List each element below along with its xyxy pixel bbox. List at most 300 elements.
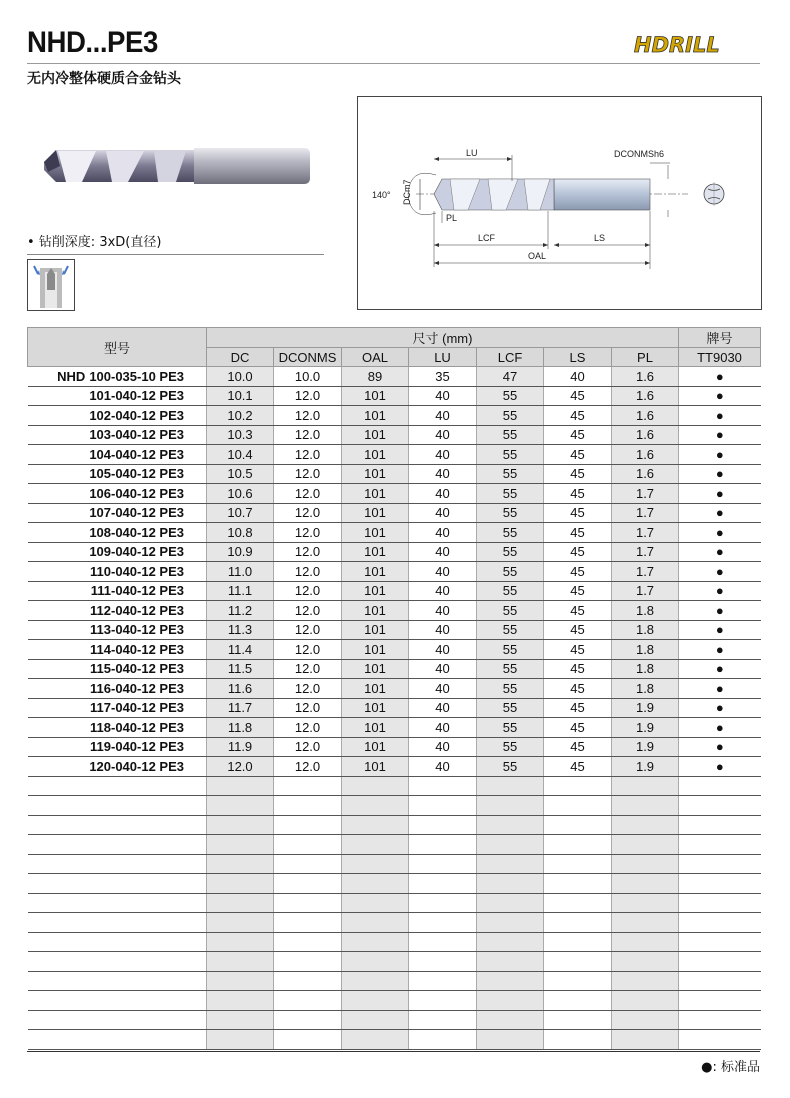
drill-end-view-icon (704, 182, 724, 206)
dimension-cell: 40 (409, 562, 477, 582)
dimension-cell: 1.9 (612, 737, 679, 757)
dimension-cell: 40 (409, 542, 477, 562)
empty-cell (274, 815, 342, 835)
dimension-cell: 11.4 (207, 640, 274, 660)
table-row (28, 679, 761, 699)
empty-cell (477, 1030, 544, 1050)
dimension-cell: 10.1 (207, 386, 274, 406)
empty-cell (207, 991, 274, 1011)
grade-availability-cell: ● (679, 679, 761, 699)
dimension-cell: 55 (477, 562, 544, 582)
grade-availability-cell: ● (679, 737, 761, 757)
table-row (28, 620, 761, 640)
empty-cell (477, 815, 544, 835)
empty-cell (342, 932, 409, 952)
dimension-cell: 10.2 (207, 406, 274, 426)
model-code: 120-040-12 PE3 (89, 758, 184, 774)
empty-row (28, 913, 761, 933)
dimension-cell: 12.0 (274, 484, 342, 504)
grade-availability-cell: ● (679, 718, 761, 738)
table-row (28, 503, 761, 523)
dimension-cell: 12.0 (274, 562, 342, 582)
model-cell (28, 620, 207, 640)
table-row (28, 718, 761, 738)
label-lu: LU (466, 148, 478, 158)
model-code: 119-040-12 PE3 (90, 739, 184, 755)
table-row (28, 367, 761, 387)
empty-cell (274, 932, 342, 952)
dimension-cell: 12.0 (274, 523, 342, 543)
empty-cell (409, 835, 477, 855)
model-code: 101-040-12 PE3 (89, 388, 184, 404)
dimension-cell: 101 (342, 581, 409, 601)
empty-cell (409, 913, 477, 933)
empty-cell (477, 893, 544, 913)
dimension-cell: 1.8 (612, 659, 679, 679)
dimension-cell: 10.8 (207, 523, 274, 543)
empty-cell (409, 796, 477, 816)
empty-cell (477, 874, 544, 894)
dimension-cell: 40 (409, 503, 477, 523)
model-cell (28, 562, 207, 582)
grade-availability-cell: ● (679, 562, 761, 582)
empty-cell (207, 932, 274, 952)
title-divider (27, 63, 760, 64)
model-code: 103-040-12 PE3 (89, 427, 184, 443)
empty-cell (274, 854, 342, 874)
dimension-cell: 101 (342, 601, 409, 621)
grade-availability-cell: ● (679, 386, 761, 406)
model-header: 型号 (28, 328, 207, 367)
model-code: 116-040-12 PE3 (90, 680, 184, 696)
model-cell (28, 679, 207, 699)
model-code: 112-040-12 PE3 (90, 602, 184, 618)
empty-cell (342, 854, 409, 874)
model-cell (28, 991, 207, 1011)
empty-cell (477, 991, 544, 1011)
model-code: 117-040-12 PE3 (90, 700, 184, 716)
dimension-cell: 40 (409, 523, 477, 543)
model-code: 100-035-10 PE3 (89, 368, 184, 384)
empty-cell (679, 991, 761, 1011)
col-dc: DC (207, 348, 274, 367)
dimension-cell: 12.0 (274, 406, 342, 426)
dimension-cell: 45 (544, 581, 612, 601)
empty-cell (679, 835, 761, 855)
table-row (28, 523, 761, 543)
model-cell (28, 874, 207, 894)
dimension-cell: 45 (544, 503, 612, 523)
col-oal: OAL (342, 348, 409, 367)
dimension-cell: 40 (409, 659, 477, 679)
empty-row (28, 991, 761, 1011)
empty-cell (544, 913, 612, 933)
dimension-diagram (357, 96, 762, 310)
label-angle: 140° (372, 190, 391, 200)
depth-divider (27, 254, 324, 255)
table-row (28, 659, 761, 679)
dimension-cell: 1.9 (612, 718, 679, 738)
empty-cell (612, 835, 679, 855)
dimension-cell: 11.0 (207, 562, 274, 582)
grade-availability-cell: ● (679, 640, 761, 660)
empty-row (28, 932, 761, 952)
empty-row (28, 1010, 761, 1030)
dimension-cell: 101 (342, 464, 409, 484)
dimension-cell: 55 (477, 620, 544, 640)
dimension-cell: 101 (342, 562, 409, 582)
dimension-cell: 10.0 (207, 367, 274, 387)
dimension-cell: 1.6 (612, 406, 679, 426)
empty-cell (679, 952, 761, 972)
dimension-cell: 101 (342, 620, 409, 640)
dimension-cell: 10.5 (207, 464, 274, 484)
dimension-cell: 45 (544, 679, 612, 699)
model-cell (28, 1030, 207, 1050)
empty-cell (409, 952, 477, 972)
model-cell (28, 932, 207, 952)
dimension-cell: 11.5 (207, 659, 274, 679)
table-row (28, 386, 761, 406)
page-subtitle: 无内冷整体硬质合金钻头 (27, 71, 181, 87)
dimension-cell: 101 (342, 757, 409, 777)
grade-header: 牌号 (679, 328, 761, 348)
empty-cell (544, 815, 612, 835)
dimension-cell: 45 (544, 737, 612, 757)
label-dconms: DCONMSh6 (614, 149, 665, 159)
dimension-cell: 40 (544, 367, 612, 387)
empty-cell (274, 991, 342, 1011)
empty-cell (679, 776, 761, 796)
page-title: NHD...PE3 (27, 26, 158, 59)
table-row (28, 425, 761, 445)
model-cell (28, 1010, 207, 1030)
dimension-cell: 1.9 (612, 698, 679, 718)
table-row (28, 581, 761, 601)
dimension-cell: 45 (544, 698, 612, 718)
dimension-cell: 11.1 (207, 581, 274, 601)
table-row (28, 484, 761, 504)
dimension-cell: 55 (477, 386, 544, 406)
dimension-cell: 10.9 (207, 542, 274, 562)
empty-cell (274, 971, 342, 991)
empty-cell (612, 796, 679, 816)
model-cell (28, 854, 207, 874)
col-lu: LU (409, 348, 477, 367)
dimension-cell: 35 (409, 367, 477, 387)
empty-cell (544, 971, 612, 991)
dimension-cell: 55 (477, 425, 544, 445)
dimension-cell: 10.4 (207, 445, 274, 465)
dimension-cell: 101 (342, 679, 409, 699)
dimension-cell: 1.6 (612, 386, 679, 406)
dimension-cell: 12.0 (274, 425, 342, 445)
empty-cell (477, 835, 544, 855)
grade-availability-cell: ● (679, 425, 761, 445)
dimension-cell: 40 (409, 386, 477, 406)
empty-cell (207, 971, 274, 991)
grade-availability-cell: ● (679, 581, 761, 601)
empty-cell (679, 913, 761, 933)
dimension-cell: 101 (342, 737, 409, 757)
empty-cell (409, 971, 477, 991)
grade-availability-cell: ● (679, 367, 761, 387)
dimension-cell: 101 (342, 523, 409, 543)
grade-availability-cell: ● (679, 659, 761, 679)
model-cell (28, 445, 207, 465)
empty-cell (207, 1010, 274, 1030)
table-row (28, 698, 761, 718)
empty-cell (679, 796, 761, 816)
empty-row (28, 776, 761, 796)
empty-cell (477, 971, 544, 991)
model-cell (28, 815, 207, 835)
empty-cell (409, 854, 477, 874)
col-ls: LS (544, 348, 612, 367)
dimension-cell: 101 (342, 659, 409, 679)
empty-cell (477, 796, 544, 816)
empty-cell (274, 835, 342, 855)
table-bottom-rule (27, 1051, 760, 1052)
table-row (28, 757, 761, 777)
dimension-cell: 40 (409, 581, 477, 601)
dimension-cell: 45 (544, 659, 612, 679)
table-row (28, 542, 761, 562)
dimension-cell: 11.9 (207, 737, 274, 757)
empty-cell (612, 893, 679, 913)
model-cell (28, 601, 207, 621)
empty-row (28, 952, 761, 972)
empty-cell (612, 815, 679, 835)
model-cell (28, 737, 207, 757)
grade-availability-cell: ● (679, 484, 761, 504)
dimension-cell: 55 (477, 737, 544, 757)
dimension-cell: 1.6 (612, 445, 679, 465)
empty-cell (342, 893, 409, 913)
dimension-cell: 12.0 (274, 679, 342, 699)
dimension-cell: 40 (409, 679, 477, 699)
table-row (28, 737, 761, 757)
dimension-cell: 45 (544, 562, 612, 582)
empty-cell (409, 1030, 477, 1050)
dimension-cell: 45 (544, 445, 612, 465)
dimension-cell: 55 (477, 406, 544, 426)
model-cell (28, 971, 207, 991)
grade-availability-cell: ● (679, 757, 761, 777)
dimension-cell: 45 (544, 523, 612, 543)
dimension-cell: 10.3 (207, 425, 274, 445)
dimension-cell: 1.8 (612, 601, 679, 621)
dimension-cell: 12.0 (274, 445, 342, 465)
dimension-cell: 89 (342, 367, 409, 387)
dimension-cell: 1.7 (612, 581, 679, 601)
dimension-cell: 12.0 (274, 601, 342, 621)
dimension-cell: 12.0 (274, 698, 342, 718)
dimension-cell: 101 (342, 484, 409, 504)
empty-cell (612, 854, 679, 874)
empty-cell (679, 971, 761, 991)
empty-cell (409, 874, 477, 894)
dimension-cell: 12.0 (274, 659, 342, 679)
dimension-cell: 45 (544, 464, 612, 484)
dimension-cell: 40 (409, 425, 477, 445)
empty-cell (679, 1030, 761, 1050)
empty-cell (207, 776, 274, 796)
dimension-cell: 101 (342, 386, 409, 406)
empty-cell (342, 952, 409, 972)
model-code: 113-040-12 PE3 (90, 622, 184, 638)
dimension-cell: 12.0 (274, 718, 342, 738)
grade-availability-cell: ● (679, 620, 761, 640)
grade-availability-cell: ● (679, 542, 761, 562)
model-code: 107-040-12 PE3 (89, 505, 184, 521)
grade-availability-cell: ● (679, 406, 761, 426)
model-code: 102-040-12 PE3 (89, 407, 184, 423)
empty-cell (342, 835, 409, 855)
empty-cell (679, 874, 761, 894)
empty-cell (612, 1010, 679, 1030)
dimension-cell: 12.0 (274, 620, 342, 640)
model-prefix: NHD (57, 368, 86, 384)
dimension-cell: 1.8 (612, 679, 679, 699)
col-grade: TT9030 (679, 348, 761, 367)
dimension-cell: 11.7 (207, 698, 274, 718)
empty-cell (679, 893, 761, 913)
empty-cell (612, 991, 679, 1011)
label-dc: DCm7 (402, 179, 412, 205)
dimension-cell: 55 (477, 445, 544, 465)
dimension-cell: 12.0 (274, 757, 342, 777)
dimension-cell: 40 (409, 640, 477, 660)
empty-cell (274, 1030, 342, 1050)
table-row (28, 464, 761, 484)
empty-cell (207, 1030, 274, 1050)
empty-cell (342, 874, 409, 894)
dimension-cell: 1.6 (612, 464, 679, 484)
empty-cell (207, 815, 274, 835)
empty-cell (207, 952, 274, 972)
dimension-cell: 55 (477, 542, 544, 562)
empty-row (28, 815, 761, 835)
dimension-cell: 40 (409, 406, 477, 426)
empty-cell (477, 854, 544, 874)
empty-cell (409, 1010, 477, 1030)
grade-availability-cell: ● (679, 523, 761, 543)
empty-cell (544, 952, 612, 972)
empty-cell (274, 874, 342, 894)
empty-cell (342, 991, 409, 1011)
grade-availability-cell: ● (679, 503, 761, 523)
empty-cell (342, 971, 409, 991)
dimension-cell: 12.0 (274, 503, 342, 523)
model-code: 106-040-12 PE3 (89, 485, 184, 501)
model-cell (28, 776, 207, 796)
model-code: 118-040-12 PE3 (90, 719, 184, 735)
dimension-cell: 101 (342, 542, 409, 562)
empty-cell (342, 815, 409, 835)
dimension-cell: 101 (342, 698, 409, 718)
dimension-cell: 55 (477, 640, 544, 660)
empty-cell (207, 913, 274, 933)
dimension-cell: 11.6 (207, 679, 274, 699)
dimension-cell: 11.3 (207, 620, 274, 640)
svg-text:HDRILL: HDRILL (634, 33, 720, 57)
no-coolant-icon (27, 259, 75, 311)
empty-row (28, 1030, 761, 1050)
dimension-cell: 40 (409, 718, 477, 738)
dimension-cell: 40 (409, 620, 477, 640)
empty-cell (409, 815, 477, 835)
empty-cell (207, 835, 274, 855)
dimension-cell: 40 (409, 464, 477, 484)
empty-cell (544, 893, 612, 913)
dimension-cell: 101 (342, 640, 409, 660)
empty-cell (679, 815, 761, 835)
dimension-cell: 1.8 (612, 620, 679, 640)
empty-cell (274, 913, 342, 933)
dimension-cell: 1.6 (612, 367, 679, 387)
model-cell (28, 698, 207, 718)
empty-cell (342, 1010, 409, 1030)
col-dconms: DCONMS (274, 348, 342, 367)
empty-cell (342, 776, 409, 796)
label-lcf: LCF (478, 233, 496, 243)
empty-cell (207, 874, 274, 894)
grade-availability-cell: ● (679, 464, 761, 484)
brand-logo (632, 28, 762, 60)
col-pl: PL (612, 348, 679, 367)
label-oal: OAL (528, 251, 547, 261)
dimension-cell: 10.6 (207, 484, 274, 504)
dimension-cell: 101 (342, 406, 409, 426)
empty-cell (679, 932, 761, 952)
dimension-cell: 45 (544, 620, 612, 640)
dimension-cell: 55 (477, 484, 544, 504)
empty-row (28, 796, 761, 816)
dimension-cell: 55 (477, 698, 544, 718)
table-row (28, 601, 761, 621)
dimension-cell: 40 (409, 698, 477, 718)
dimension-cell: 45 (544, 386, 612, 406)
dimension-cell: 1.7 (612, 503, 679, 523)
model-cell (28, 796, 207, 816)
dimension-cell: 40 (409, 737, 477, 757)
model-cell (28, 503, 207, 523)
dimension-cell: 12.0 (274, 581, 342, 601)
dimension-cell: 101 (342, 718, 409, 738)
empty-cell (612, 932, 679, 952)
empty-row (28, 854, 761, 874)
empty-cell (342, 913, 409, 933)
empty-cell (612, 776, 679, 796)
dimension-cell: 45 (544, 640, 612, 660)
model-cell (28, 523, 207, 543)
grade-availability-cell: ● (679, 601, 761, 621)
dimension-cell: 40 (409, 601, 477, 621)
dimension-cell: 101 (342, 445, 409, 465)
empty-cell (477, 952, 544, 972)
empty-cell (679, 854, 761, 874)
model-code: 115-040-12 PE3 (90, 661, 184, 677)
empty-cell (544, 932, 612, 952)
dimension-cell: 12.0 (274, 464, 342, 484)
table-row (28, 445, 761, 465)
empty-cell (544, 1030, 612, 1050)
model-code: 111-040-12 PE3 (90, 583, 184, 599)
drill-photo (36, 138, 316, 198)
dimension-cell: 55 (477, 718, 544, 738)
dimensions-header: 尺寸 (mm) (207, 328, 679, 348)
